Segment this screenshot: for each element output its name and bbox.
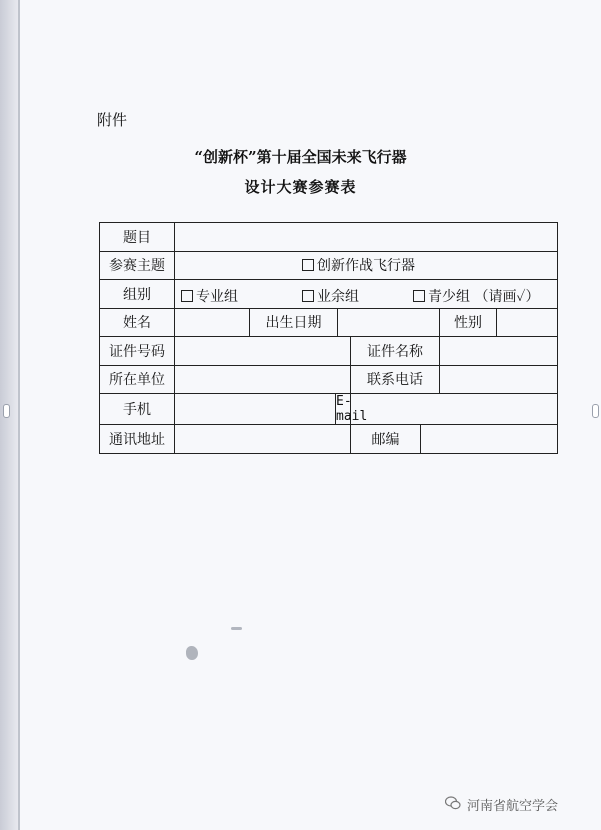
birth-label: 出生日期	[250, 308, 338, 337]
id-type-field[interactable]	[440, 337, 558, 366]
group-cell	[175, 280, 558, 309]
amateur-checkbox[interactable]	[302, 290, 314, 302]
id-number-field[interactable]	[175, 337, 351, 366]
watermark-text: 河南省航空学会	[467, 799, 559, 814]
phone-field[interactable]	[440, 365, 558, 394]
group-label: 组别	[100, 280, 175, 309]
address-field[interactable]	[175, 425, 351, 454]
id-type-label: 证件名称	[351, 337, 440, 366]
name-field[interactable]	[175, 308, 250, 337]
mobile-label: 手机	[100, 394, 175, 425]
theme-cell	[175, 251, 558, 280]
address-row	[100, 425, 558, 454]
group-row	[100, 280, 558, 309]
name-label: 姓名	[100, 308, 175, 337]
binding-hole-left	[3, 404, 10, 418]
postcode-label: 邮编	[351, 425, 421, 454]
group-note: （请画✓）	[474, 289, 540, 305]
theme-label: 参赛主题	[100, 251, 175, 280]
address-label: 通讯地址	[100, 425, 175, 454]
theme-option-label: 创新作战飞行器	[317, 258, 415, 275]
unit-field[interactable]	[175, 365, 351, 394]
form-title: “创新杯”第十届全国未来飞行器	[194, 148, 407, 166]
phone-label: 联系电话	[351, 365, 440, 394]
id-number-label: 证件号码	[100, 337, 175, 366]
form-subtitle: 设计大赛参赛表	[244, 178, 357, 196]
name-row	[100, 308, 558, 337]
wechat-icon	[445, 796, 461, 814]
amateur-label: 业余组	[317, 289, 359, 305]
unit-row	[100, 365, 558, 394]
mobile-row	[100, 394, 558, 425]
professional-checkbox[interactable]	[181, 290, 193, 302]
attachment-label: 附件	[97, 111, 128, 129]
topic-row	[100, 223, 558, 252]
topic-label: 题目	[100, 223, 175, 252]
mobile-field[interactable]	[175, 394, 336, 425]
youth-checkbox[interactable]	[413, 290, 425, 302]
email-label: E-mail	[336, 394, 368, 424]
scan-mark	[231, 627, 242, 630]
binding-hole-right	[592, 404, 599, 418]
topic-field[interactable]	[175, 223, 558, 252]
account-watermark	[445, 795, 558, 814]
email-field[interactable]	[351, 394, 558, 425]
group-option-professional	[181, 286, 238, 306]
gender-label: 性别	[440, 308, 497, 337]
id-row	[100, 337, 558, 366]
youth-label: 青少组	[428, 289, 470, 305]
registration-form-table	[99, 222, 558, 454]
postcode-field[interactable]	[421, 425, 558, 454]
scan-smudge	[186, 646, 198, 660]
professional-label: 专业组	[196, 289, 238, 305]
unit-label: 所在单位	[100, 365, 175, 394]
gender-field[interactable]	[497, 308, 558, 337]
theme-checkbox[interactable]	[302, 259, 314, 271]
theme-row	[100, 251, 558, 280]
birth-field[interactable]	[338, 308, 440, 337]
group-option-amateur	[302, 286, 359, 306]
group-option-youth	[413, 286, 539, 306]
